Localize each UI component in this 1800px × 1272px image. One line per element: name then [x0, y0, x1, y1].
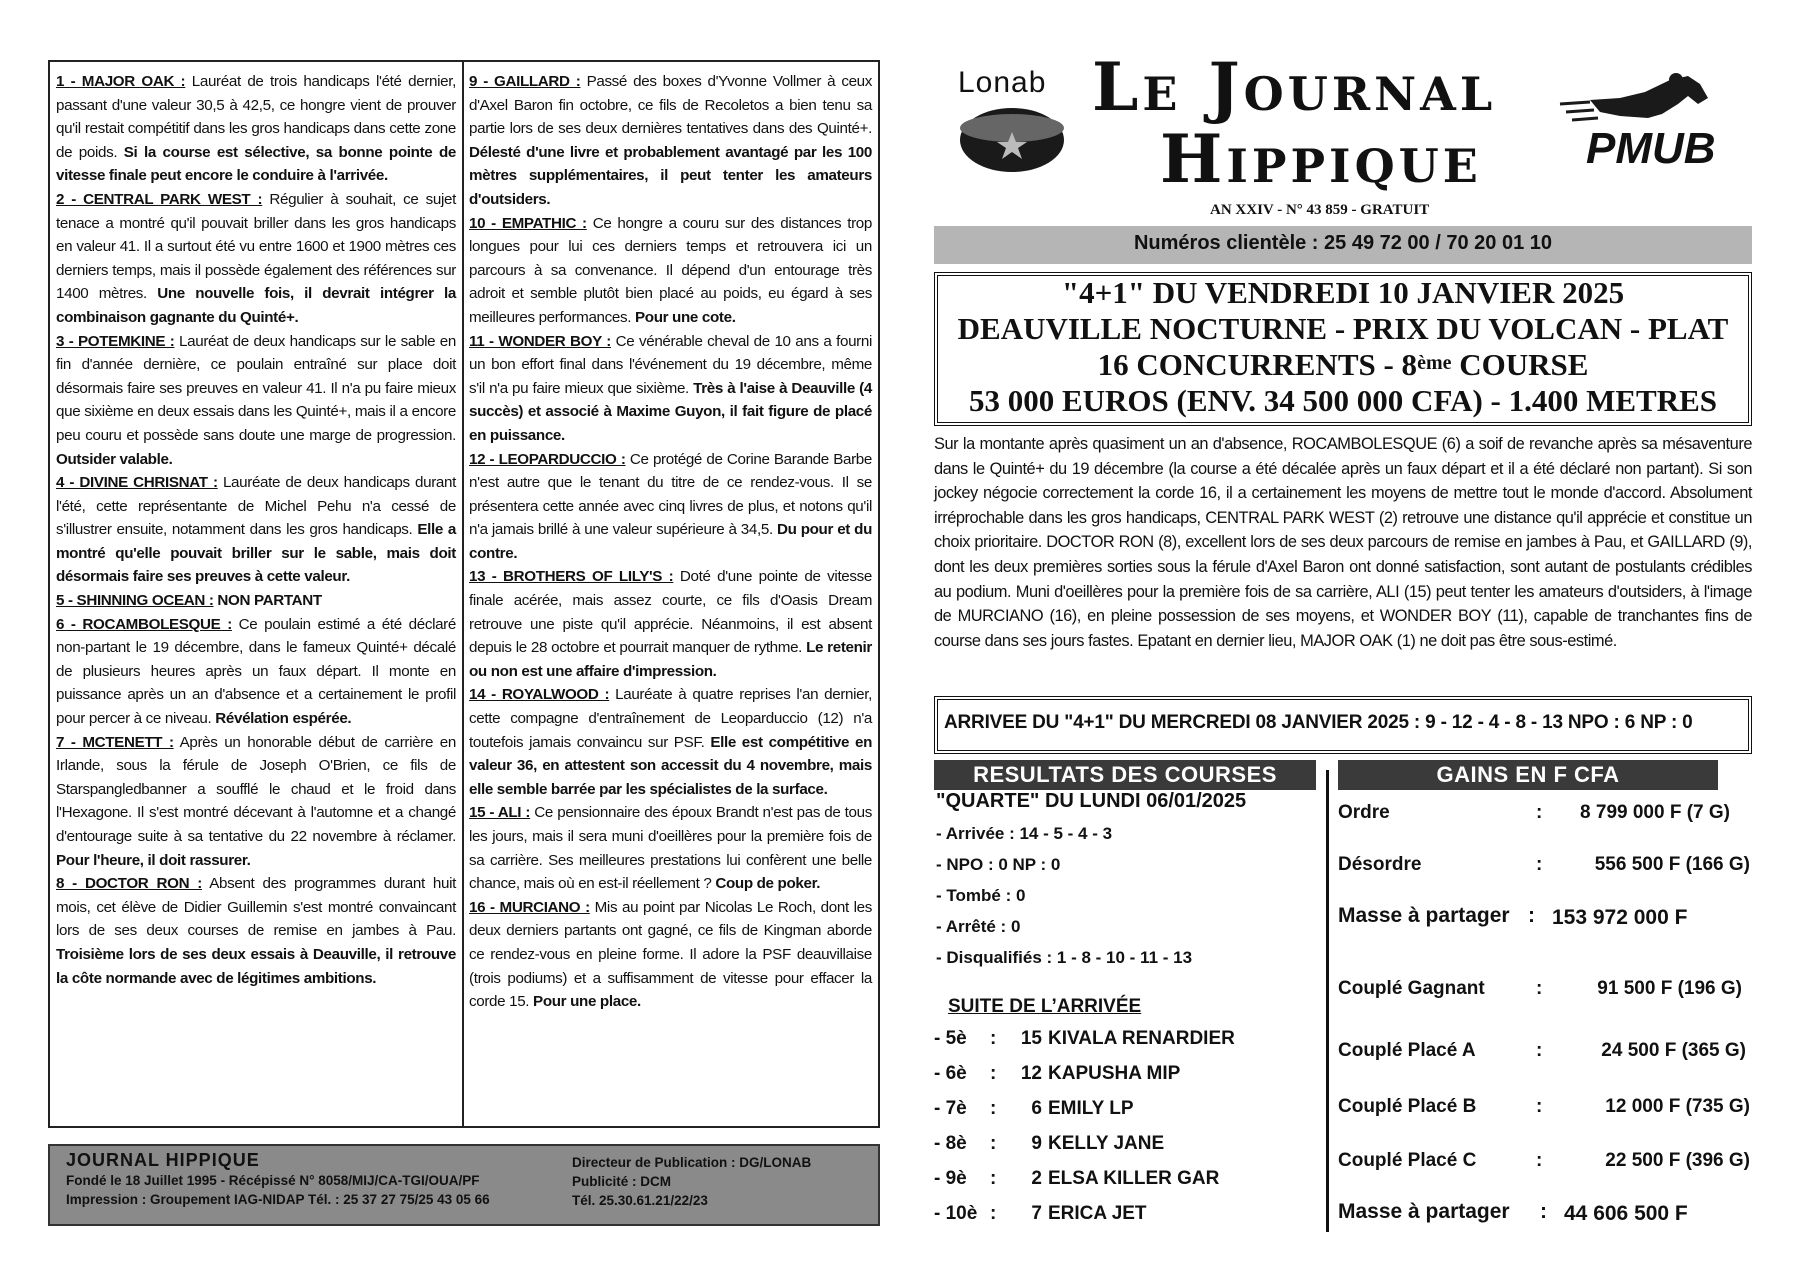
imprint-title: JOURNAL HIPPIQUE — [66, 1150, 260, 1170]
horse-entry: 3 - POTEMKINE : Lauréat de deux handicaps sur le sable en fin d'année dernière, ce poulain entraîné sur place doit désormais faire ses preuves en valeur 41. Il n'a pu faire mieux que sixième en deux essais dans les Quinté+, mais il a encore peu couru et possède sans doute une marge de progression. Outsider valable. — [56, 332, 456, 468]
masthead-title-line2: Hippique — [1160, 120, 1482, 198]
result-line: - Arrêté : 0 — [936, 917, 1021, 936]
gains-header: GAINS EN F CFA — [1338, 760, 1718, 790]
horse-entry: 13 - BROTHERS OF LILY'S : Doté d'une pointe de vitesse finale acérée, mais assez courte, ce fils d'Oasis Dream retrouve une piste qu'il apprécie. Néanmoins, il est absent depuis le 28 octobre et pourrait manquer de rythme. Le retenir ou non est une affaire d'impression. — [469, 568, 872, 680]
result-line: - NPO : 0 NP : 0 — [936, 855, 1061, 874]
quarte-title: "QUARTE" DU LUNDI 06/01/2025 — [936, 790, 1247, 812]
race-runners: 16 CONCURRENTS - 8ème COURSE — [1097, 347, 1589, 382]
imprint-phone: Tél. 25.30.61.21/22/23 — [572, 1193, 708, 1208]
race-prize: 53 000 EUROS (ENV. 34 500 000 CFA) - 1.400 METRES — [968, 383, 1718, 418]
imprint-director: Directeur de Publication : DG/LONAB — [572, 1155, 812, 1170]
result-line: - Disqualifiés : 1 - 8 - 10 - 11 - 13 — [936, 948, 1193, 967]
horse-entry: 4 - DIVINE CHRISNAT : Lauréate de deux handicaps durant l'été, cette représentante de Michel Pehu n'a cessé de s'illustrer ensuite, notamment dans les gros handicaps. Elle a montré qu'elle pouvait briller sur le sable, mais doit désormais faire ses preuves à cette valeur. — [56, 474, 456, 586]
results-divider — [1326, 770, 1329, 1232]
client-numbers: Numéros clientèle : 25 49 72 00 / 70 20 01 10 — [1133, 232, 1553, 254]
results-header: RESULTATS DES COURSES — [934, 760, 1316, 790]
horse-entry: 9 - GAILLARD : Passé des boxes d'Yvonne Vollmer à ceux d'Axel Baron fin octobre, ce fils de Recoletos a bien tenu sa partie lors de ses deux dernières tentatives dans des Quinté+. Délesté d'une livre et probablement avantagé par les 100 mètres supplémentaires, il peut tenter les amateurs d'outsiders. — [469, 73, 873, 208]
horse-entry: 16 - MURCIANO : Mis au point par Nicolas Le Roch, dont les deux derniers partants ont gagné, ce fils de Kingman aborde ce rendez-vous en pleine forme. Il adore la PSF deauvillaise (trois podiums) et a suffisamment de vitesse pour effacer la corde 15. Pour une place. — [469, 898, 872, 1011]
arrivee-text: ARRIVEE DU "4+1" DU MERCREDI 08 JANVIER 2025 : 9 - 12 - 4 - 8 - 13 NPO : 6 NP : 0 — [944, 712, 1693, 733]
horse-entry: 5 - SHINNING OCEAN : NON PARTANT — [56, 592, 322, 610]
horse-entry: 11 - WONDER BOY : Ce vénérable cheval de 10 ans a fourni un bon effort final dans l'événement du 19 décembre, même s'il n'a pu faire mieux que sixième. Très à l'aise à Deauville (4 succès) et associé à Maxime Guyon, il fait figure de placé en puissance. — [469, 332, 872, 444]
pmub-wordmark: PMUB — [1586, 124, 1716, 173]
column-divider — [462, 62, 464, 1126]
lonab-wordmark: Lonab — [958, 66, 1047, 99]
imprint-founded: Fondé le 18 Juillet 1995 - Récépissé N° 8058/MIJ/CA-TGI/OUA/PF — [66, 1173, 480, 1188]
horse-entry: 12 - LEOPARDUCCIO : Ce protégé de Corine Barande Barbe n'est autre que le tenant du titre de ce rendez-vous. Il se présentera cette année avec cinq livres de plus, et notons qu'il n'a jamais brillé à une valeur supérieure à 34,5. Du pour et du contre. — [469, 450, 873, 562]
race-name: DEAUVILLE NOCTURNE - PRIX DU VOLCAN - PLAT — [957, 311, 1729, 346]
horse-entry: 8 - DOCTOR RON : Absent des programmes durant huit mois, cet élève de Didier Guillemin s'est montré convaincant lors de ses deux courses de remise en jambes à Pau. Troisième lors de ses deux essais à Deauville, il retrouve la côte normande avec de légitimes ambitions. — [56, 875, 456, 987]
result-line: - Tombé : 0 — [936, 886, 1026, 905]
pronostics-column-1 — [56, 70, 456, 990]
race-date: "4+1" DU VENDREDI 10 JANVIER 2025 — [1061, 275, 1625, 310]
horse-entry: 14 - ROYALWOOD : Lauréate à quatre reprises l'an dernier, cette compagne d'entraînement de Leoparduccio (12) n'a toutefois jamais convaincu sur PSF. Elle est compétitive en valeur 36, en attestent son accessit du 4 novembre, mais elle semble barrée par les spécialistes de la surface. — [469, 686, 873, 798]
suite-title: SUITE DE L’ARRIVÉE — [948, 996, 1142, 1017]
horse-entry: 6 - ROCAMBOLESQUE : Ce poulain estimé a été déclaré non-partant le 19 décembre, dans le fameux Quinté+ décalé de plusieurs heures après un faux départ. Il monte en puissance après un an d'absence et a certainement le profil pour percer à ce niveau. Révélation espérée. — [56, 615, 456, 728]
masthead-title-line1: Le Journal — [1092, 48, 1497, 126]
horse-entry: 2 - CENTRAL PARK WEST : Régulier à souhait, ce sujet tenace a montré qu'il pouvait briller dans les gros handicaps en valeur 41. Il a surtout été vu entre 1600 et 1900 mètres ces derniers temps, mais il possède également des références sur 1400 mètres. Une nouvelle fois, il devrait intégrer la combinaison gagnante du Quinté+. — [56, 190, 456, 326]
imprint-printing: Impression : Groupement IAG-NIDAP Tél. : 25 37 27 75/25 43 05 66 — [66, 1192, 490, 1207]
horse-entry: 10 - EMPATHIC : Ce hongre a couru sur des distances trop longues pour lui ces derniers temps et retrouvera ici un parcours à sa convenance. Il dépend d'un entourage très adroit et semble plutôt bien placé au poids, eu égard à ses meilleures performances. Pour une cote. — [469, 214, 872, 326]
race-summary: Sur la montante après quasiment un an d'absence, ROCAMBOLESQUE (6) a soif de revanche après sa mésaventure dans le Quinté+ du 19 décembre (la course a été décalée après un faux départ et il a été déclaré non partant). Si son jockey négocie correctement la corde 16, il a certainement les moyens de mettre tout le monde d'accord. Absolument irréprochable dans les gros handicaps, CENTRAL PARK WEST (2) retrouve une distance qu'il apprécie et constitue un choix prioritaire. DOCTOR RON (8), excellent lors de ses deux parcours de remise en jambes à Pau, et GAILLARD (9), dont les deux premières sorties sous la férule d'Axel Baron ont donné satisfaction, sont autant de postulants crédibles au podium. Muni d'oeillères pour la première fois de sa carrière, ALI (15) peut tenter les amateurs d'outsiders, à l'image de MURCIANO (16), en pleine possession de ses moyens, et WONDER BOY (11), capable de tranchantes fins de course dans ses jours fastes. Epatant en dernier lieu, MAJOR OAK (1) ne doit pas être sous-estimé. — [934, 435, 1752, 650]
horse-entry: 1 - MAJOR OAK : Lauréat de trois handicaps l'été dernier, passant d'une valeur 30,5 à 42,5, ce hongre vient de prouver qu'il restait compétitif dans les gros handicaps dans cette zone de poids. Si la course est sélective, sa bonne pointe de vitesse finale peut encore le conduire à l'arrivée. — [56, 73, 456, 185]
horse-entry: 15 - ALI : Ce pensionnaire des époux Brandt n'est pas de tous les jours, mais il sera muni d'oeillères pour la première fois de sa carrière. Ses meilleures prestations lui confèrent une belle chance, mais où en est-il réellement ? Coup de poker. — [469, 804, 872, 893]
result-line: - Arrivée : 14 - 5 - 4 - 3 — [936, 824, 1113, 843]
pronostics-column-2 — [469, 70, 872, 1014]
imprint-advertising: Publicité : DCM — [572, 1174, 672, 1189]
edition-line: AN XXIV - N° 43 859 - GRATUIT — [1210, 202, 1430, 218]
horse-entry: 7 - MCTENETT : Après un honorable début de carrière en Irlande, sous la férule de Joseph O'Brien, ce fils de Starspangledbanner a soufflé le chaud et le froid dans l'Hexagone. Il s'est montré décevant à l'automne et a changé d'entourage suite à sa tentative du 22 novembre à réclamer. Pour l'heure, il doit rassurer. — [56, 733, 456, 869]
